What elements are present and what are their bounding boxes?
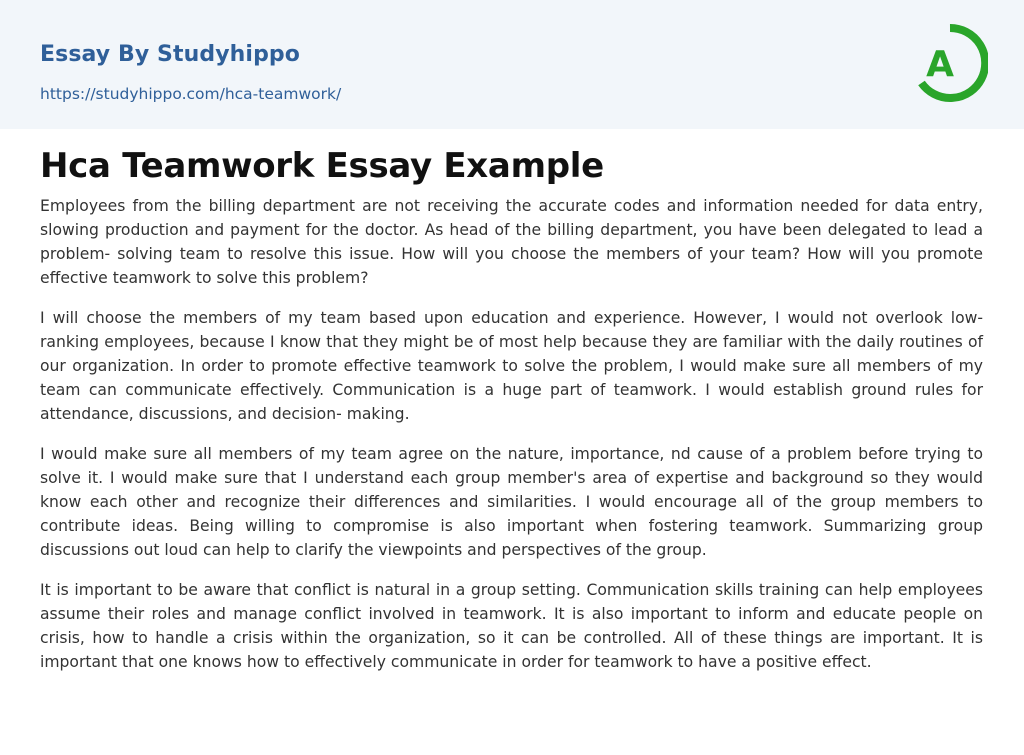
source-url-link[interactable]: https://studyhippo.com/hca-teamwork/ — [40, 85, 342, 103]
site-header — [0, 0, 1024, 129]
essay-paragraph: It is important to be aware that conflict is natural in a group setting. Communication skills training can help employees assume their roles and manage conflict involved in teamwork. It is also important to inform and educate people on crisis, how to handle a crisis within the organization, so it can be controlled. All of these things are important. It is important that one knows how to effectively communicate in order for teamwork to have a positive effect. — [40, 581, 983, 671]
essay-paragraph: Employees from the billing department are not receiving the accurate codes and information needed for data entry, slowing production and payment for the doctor. As head of the billing department, you have been delegated to lead a problem- solving team to resolve this issue. How will you choose the members of your team? How will you promote effective teamwork to solve this problem? — [40, 197, 983, 287]
studyhippo-logo-icon[interactable] — [912, 20, 988, 106]
essay-paragraph: I would make sure all members of my team agree on the nature, importance, nd cause of a problem before trying to solve it. I would make sure that I understand each group member's area of expertise and background so they would know each other and recognize their differences and similarities. I would encourage all of the group members to contribute ideas. Being willing to compromise is also important when fostering teamwork. Summarizing group discussions out loud can help to clarify the viewpoints and perspectives of the group. — [40, 445, 983, 559]
logo-letter: A — [926, 44, 954, 85]
essay-body — [40, 194, 983, 690]
essay-paragraph: I will choose the members of my team based upon education and experience. However, I would not overlook low-ranking employees, because I know that they might be of most help because they are familiar with the daily routines of our organization. In order to promote effective teamwork to solve the problem, I would make sure all members of my team can communicate effectively. Communication is a huge part of teamwork. I would establish ground rules for attendance, discussions, and decision- making. — [40, 309, 983, 423]
brand-name[interactable]: Essay By Studyhippo — [40, 42, 300, 67]
essay-title: Hca Teamwork Essay Example — [40, 146, 604, 186]
